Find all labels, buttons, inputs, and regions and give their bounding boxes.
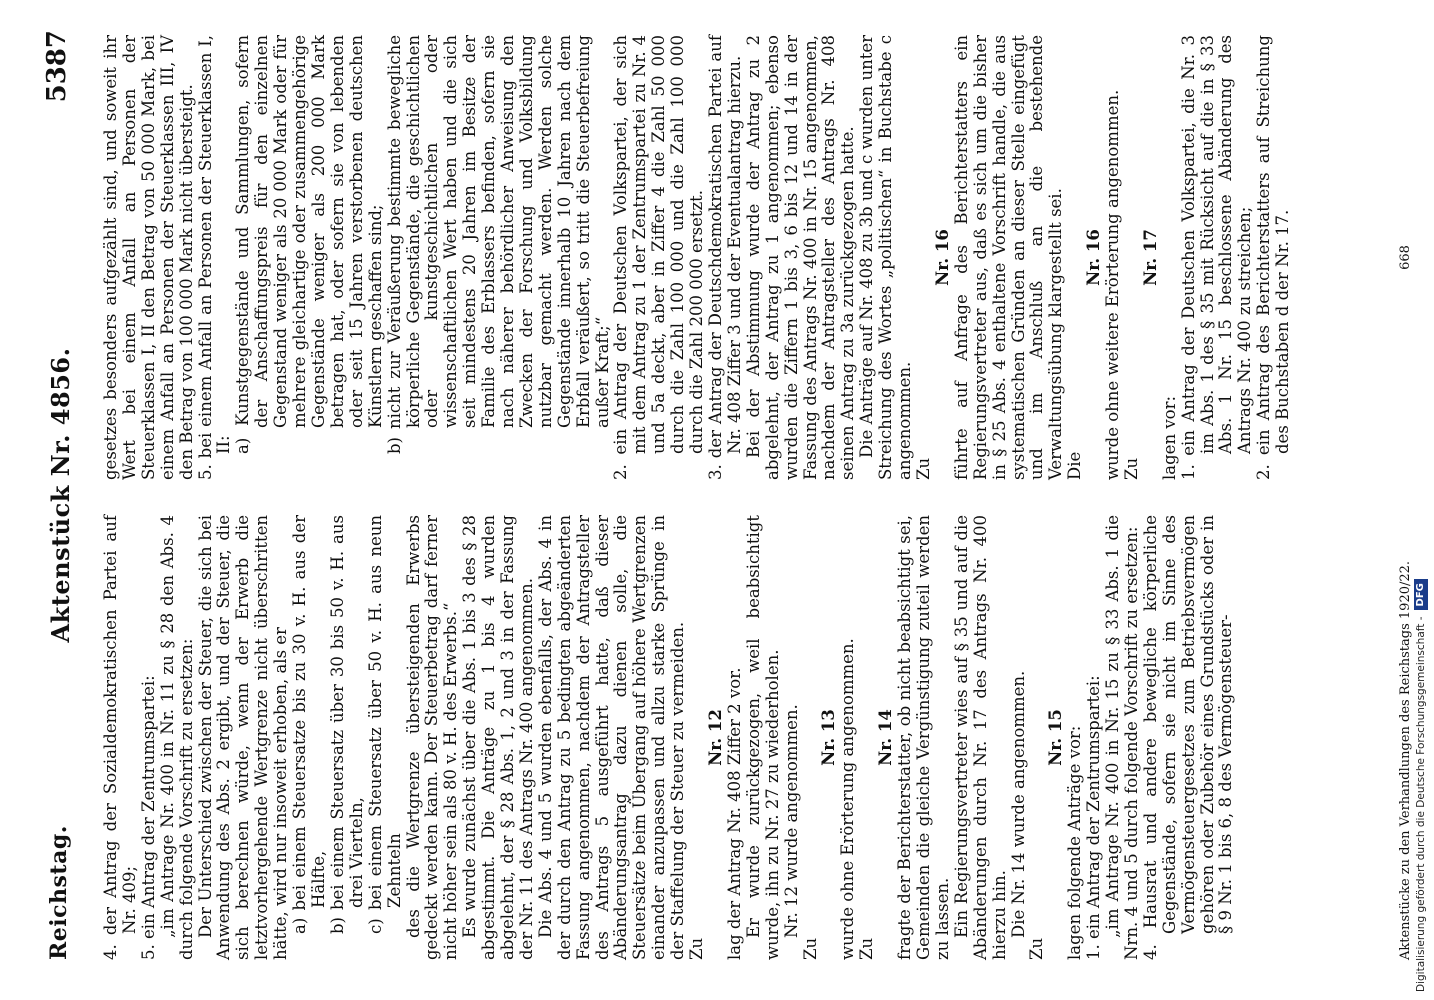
zu-label: Zu [857,937,877,960]
zu-label: Zu [687,937,707,960]
side-note-text: Digitalisierung gefördert durch die Deutsche Forschungsgemeinschaft - [1415,616,1427,992]
zu-label: Zu [1121,457,1141,480]
list-item: a) Kunstgegenstände und Sammlungen, sofern der Anschaffungspreis für den einzelnen Gegenstand weniger als 20 000 Mark oder für mehrere gleichartige oder zusammengehörige Gegenstände weniger als 200 000 Mark betragen hat, oder sofern sie von lebenden oder seit 15 Jahren verstorbenen deutschen Künstlern geschaffen sind; [233,35,385,454]
paragraph: Ein Regierungsvertreter wies auf § 35 und auf die Abänderungen durch Nr. 17 des Antrags Nr. 400 hierzu hin. [951,515,1009,960]
die-label: Die [1065,451,1085,480]
list-item: 2. ein Antrag des Berichterstatters auf Streichung des Buchstaben d der Nr. 17. [1254,35,1293,480]
paragraph: Die Abs. 4 und 5 wurden ebenfalls, der Abs. 4 in der durch den Antrag zu 5 bedingten abgeänderten Fassung angenommen, nachdem der Antragsteller des Antrags 5 ausgeführt hatte, daß dieser Abänderungsantrag dazu dienen solle, die Steuersätze beim Übergang auf höhere Wertgrenzen einander anzupassen und allzu starke Sprünge in der Staffelung der Steuer zu vermeiden. [535,515,688,960]
paragraph: lagen folgende Anträge vor: [1065,725,1085,960]
section-heading: Nr. 13 [819,709,839,766]
list-item: 5. bei einem Anfall an Personen der Steuerklassen I, II: [195,35,234,480]
dfg-logo: DFG [1414,579,1428,610]
list-item: 4. der Antrag der Sozialdemokratischen Partei auf Nr. 409; [101,515,139,960]
paragraph: Nr. 12 wurde angenommen. [781,704,801,938]
paragraph: führte auf Anfrage des Berichterstatters ein Regierungsvertreter aus, daß es sich um die bisher in § 25 Abs. 4 enthaltene Vorschrift handle, die aus systematischen Gründen an dieser Stelle eingefügt und im Anschluß an die bestehende Verwaltungsübung klargestellt sei. [951,35,1066,480]
list-item: 3. der Antrag der Deutschdemokratischen Partei auf Nr. 408 Ziffer 3 und der Eventualantrag hierzu. [706,35,744,480]
list-item: b) nicht zur Veräußerung bestimmte bewegliche körperliche Gegenstände, die geschichtlichen oder kunstgeschichtlichen oder wissenschaftlichen Wert haben und die sich seit mindestens 20 Jahren im Besitze der Familie des Erblassers befinden, sofern sie nach näherer behördlicher Anweisung den Zwecken der Forschung und Volksbildung nutzbar gemacht werden. Werden solche Gegenstände innerhalb 10 Jahren nach dem Erbfall veräußert, so tritt die Steuerbefreiung außer Kraft;“ [384,35,612,454]
paragraph: wurde ohne Erörterung angenommen. [838,638,858,960]
section-heading: Nr. 15 [1046,709,1066,766]
paragraph: Der Unterschied zwischen der Steuer, die sich bei Anwendung des Abs. 2 ergibt, und der Steuer, die sich berechnen würde, wenn der Erwerb die letztvorhergehende Wertgrenze nicht überschritten hätte, wird nur insoweit erhoben, als er [195,515,291,960]
paragraph: Er wurde zurückgezogen, weil beabsichtigt wurde, ihn zu Nr. 27 zu wiederholen. [743,515,782,960]
list-item: b) bei einem Steuersatz über 30 bis 50 v. H. aus drei Vierteln, [327,515,366,934]
page-footnote-number: 668 [1398,245,1413,270]
header-left: Reichstag. [46,825,72,960]
page-footer: Aktenstücke zu den Verhandlungen des Reichstags 1920/22. [1398,560,1413,960]
quote: „im Antrage Nr. 400 in Nr. 11 zu § 28 den Abs. 4 durch folgende Vorschrift zu ersetzen: [157,515,196,960]
paragraph: fragte der Berichterstatter, ob nicht beabsichtigt sei, Gemeinden die gleiche Vergünstigung zuteil werden zu lassen. [895,515,952,960]
header-title: Aktenstück Nr. 4856. [46,347,75,643]
quote: „im Antrage Nr. 400 in Nr. 15 zu § 33 Abs. 1 die Nrn. 4 und 5 durch folgende Vorschrift zu ersetzen: [1103,515,1141,960]
paragraph: lag der Antrag Nr. 408 Ziffer 2 vor. [724,667,744,960]
left-column [102,515,1362,960]
section-heading: Nr. 12 [706,709,725,766]
list-item: a) bei einem Steuersatze bis zu 30 v. H. aus der Hälfte, [290,515,328,934]
zu-label: Zu [800,937,820,960]
paragraph: gesetzes besonders aufgezählt sind, und soweit ihr Wert bei einem Anfall an Personen der Steuerklassen I, II den Betrag von 50 000 Mark, bei einem Anfall an Personen der Steuerklassen III, IV den Betrag von 100 000 Mark nicht übersteigt. [101,35,196,480]
list-item: 5. ein Antrag der Zentrumspartei: [138,675,158,960]
page-number: 5387 [42,30,72,103]
paragraph: des die Wertgrenze übersteigenden Erwerbs gedeckt werden kann. Der Steuerbetrag darf ferner nicht höher sein als 80 v. H. des Erwerbs.“ [403,515,461,960]
paragraph: Die Anträge auf Nr. 408 zu 3b und c wurden unter Streichung des Wortes „politischen“ in Buchstabe c angenommen. [857,35,915,480]
paragraph: wurde ohne weitere Erörterung angenommen. [1103,89,1123,480]
section-heading: Nr. 17 [1140,229,1160,286]
zu-label: Zu [913,457,933,480]
section-heading: Nr. 14 [876,709,896,766]
zu-label: Zu [1027,937,1047,960]
side-note [1410,8,1432,992]
paragraph: Es wurde zunächst über die Abs. 1 bis 3 des § 28 abgestimmt. Die Anträge zu 1 bis 4 wurden abgelehnt, der § 28 Abs. 1, 2 und 3 in der Fassung der Nr. 11 des Antrags Nr. 400 angenommen. [460,515,536,960]
paragraph: lagen vor: [1159,395,1179,480]
list-item: 1. ein Antrag der Zentrumspartei: [1084,675,1104,960]
list-item: c) bei einem Steuersatz über 50 v. H. aus neun Zehnteln [365,515,404,934]
list-item: 2. ein Antrag der Deutschen Volkspartei, der sich mit dem Antrag zu 1 der Zentrumspartei zu Nr. 4 und 5a deckt, aber in Ziffer 4 die Zahl 50 000 durch die Zahl 100 000 und die Zahl 100 000 durch die Zahl 200 000 ersetzt. [611,35,707,480]
list-item: 4. Hausrat und andere bewegliche körperliche Gegenstände, sofern sie nicht im Sinne des Vermögensteuergesetzes zum Betriebsvermögen gehören oder Zubehör eines Grundstücks oder in § 9 Nr. 1 bis 6, 8 des Vermögensteuer- [1140,515,1236,960]
page-header [34,30,94,960]
side-note-text-wrapper [1410,8,1432,992]
list-item: 1. ein Antrag der Deutschen Volkspartei, die Nr. 3 im Abs. 1 des § 35 mit Rücksicht auf die in § 33 Abs. 1 Nr. 15 beschlossene Abänderung des Antrags Nr. 400 zu streichen; [1178,35,1255,480]
right-column [102,35,1362,480]
paragraph: Die Nr. 14 wurde angenommen. [1008,670,1028,938]
section-heading: Nr. 16 [1084,229,1104,286]
paragraph: Bei der Abstimmung wurde der Antrag zu 2 abgelehnt, der Antrag zu 1 angenommen; ebenso wurden die Ziffern 1 bis 3, 6 bis 12 und 14 in der Fassung des Antrags Nr. 400 in Nr. 15 angenommen, nachdem der Antragsteller des Antrags Nr. 408 seinen Antrag zu 3a zurückgezogen hatte. [743,35,858,480]
section-heading: Nr. 16 [932,229,952,286]
